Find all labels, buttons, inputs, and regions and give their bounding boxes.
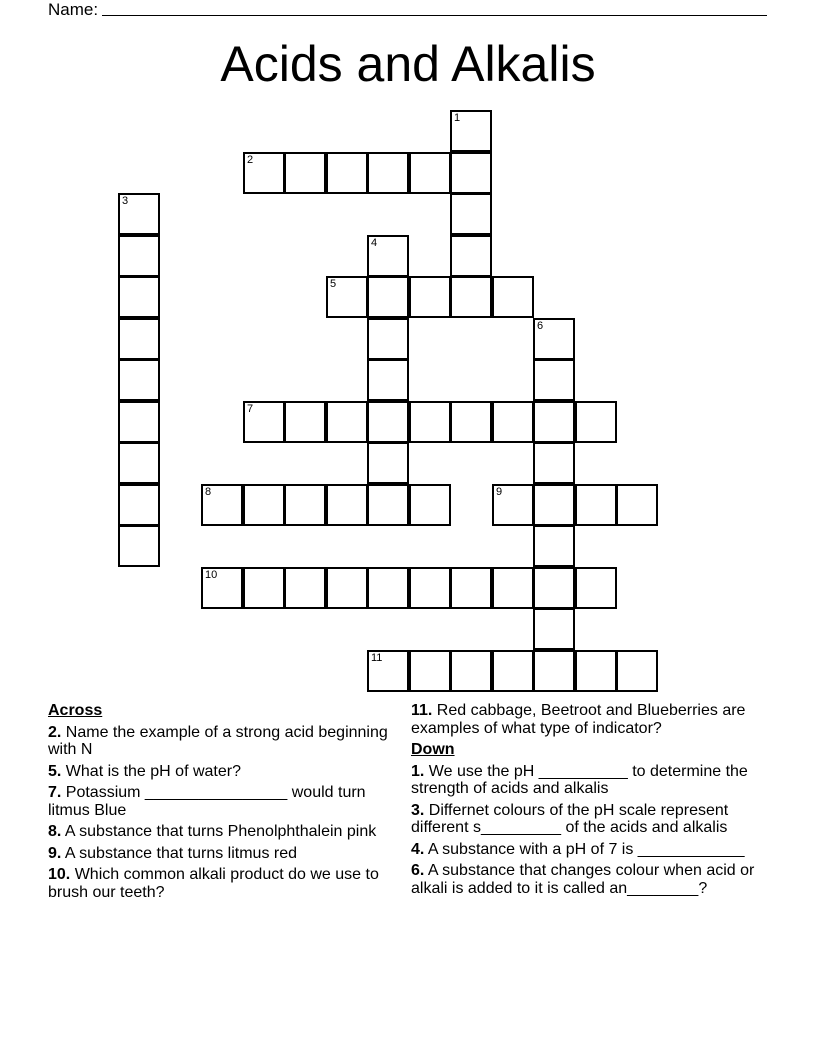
- crossword-cell[interactable]: [284, 152, 326, 194]
- cell-number: 6: [537, 320, 544, 332]
- crossword-cell[interactable]: [367, 484, 409, 526]
- crossword-cell[interactable]: [201, 567, 243, 609]
- crossword-cell[interactable]: [575, 484, 617, 526]
- clue-number: 9.: [48, 844, 62, 862]
- clue-item: [411, 862, 769, 897]
- name-label: Name:: [48, 0, 99, 19]
- cell-number: 1: [454, 112, 461, 124]
- clue-number: 10.: [48, 866, 71, 883]
- clues-right-column: [411, 702, 769, 901]
- crossword-cell[interactable]: [450, 193, 492, 235]
- crossword-cell[interactable]: [409, 152, 451, 194]
- crossword-cell[interactable]: [409, 650, 451, 692]
- crossword-cell[interactable]: [118, 359, 160, 401]
- crossword-cell[interactable]: [118, 318, 160, 360]
- clue-number: 8.: [48, 823, 62, 840]
- crossword-cell[interactable]: [492, 276, 534, 318]
- crossword-cell[interactable]: [492, 567, 534, 609]
- cell-number: 4: [371, 237, 378, 249]
- crossword-cell[interactable]: [492, 484, 534, 526]
- clue-item: [48, 823, 393, 841]
- across-heading: Across: [48, 702, 103, 719]
- cell-number: 5: [330, 278, 337, 290]
- crossword-cell[interactable]: [367, 401, 409, 443]
- crossword-cell[interactable]: [118, 484, 160, 526]
- crossword-cell[interactable]: [450, 152, 492, 194]
- crossword-cell[interactable]: [118, 193, 160, 235]
- crossword-cell[interactable]: [533, 525, 575, 567]
- clue-number: 5.: [48, 762, 62, 780]
- down-heading: Down: [411, 741, 455, 758]
- page-title: Acids and Alkalis: [220, 36, 596, 92]
- crossword-cell[interactable]: [367, 567, 409, 609]
- crossword-cell[interactable]: [326, 152, 368, 194]
- crossword-cell[interactable]: [243, 567, 285, 609]
- crossword-cell[interactable]: [326, 276, 368, 318]
- crossword-cell[interactable]: [243, 401, 285, 443]
- crossword-cell[interactable]: [284, 401, 326, 443]
- cell-number: 11: [371, 652, 383, 664]
- clue-item: [411, 802, 769, 837]
- crossword-cell[interactable]: [367, 318, 409, 360]
- clue-item: [48, 763, 393, 781]
- crossword-cell[interactable]: [409, 276, 451, 318]
- clue-text: A substance that turns Phenolphthalein pink: [61, 823, 377, 840]
- crossword-cell[interactable]: [284, 567, 326, 609]
- clue-item: [411, 841, 769, 859]
- crossword-cell[interactable]: [616, 484, 658, 526]
- crossword-cell[interactable]: [533, 359, 575, 401]
- crossword-cell[interactable]: [492, 650, 534, 692]
- crossword-cell[interactable]: [367, 442, 409, 484]
- clue-number: 6.: [411, 862, 425, 879]
- cell-number: 8: [205, 486, 212, 498]
- crossword-cell[interactable]: [409, 484, 451, 526]
- across-clue-list-continued: [411, 702, 769, 737]
- clue-text: Red cabbage, Beetroot and Blueberries are examples of what type of indicator?: [411, 702, 746, 737]
- crossword-cell[interactable]: [409, 567, 451, 609]
- crossword-cell[interactable]: [326, 567, 368, 609]
- clue-item: [411, 702, 769, 737]
- crossword-cell[interactable]: [326, 401, 368, 443]
- crossword-cell[interactable]: [118, 276, 160, 318]
- crossword-cell[interactable]: [118, 401, 160, 443]
- crossword-cell[interactable]: [118, 235, 160, 277]
- crossword-cell[interactable]: [450, 401, 492, 443]
- clues-left-column: [48, 702, 393, 905]
- clue-item: [48, 784, 393, 819]
- cell-number: 2: [247, 154, 254, 166]
- crossword-cell[interactable]: [326, 484, 368, 526]
- cell-number: 3: [122, 195, 129, 207]
- crossword-cell[interactable]: [450, 235, 492, 277]
- crossword-cell[interactable]: [492, 401, 534, 443]
- crossword-cell[interactable]: [201, 484, 243, 526]
- clue-number: 3.: [411, 801, 425, 819]
- cell-number: 10: [205, 569, 218, 581]
- crossword-cell[interactable]: [367, 235, 409, 277]
- across-clue-list: [48, 724, 393, 902]
- crossword-cell[interactable]: [409, 401, 451, 443]
- crossword-cell[interactable]: [533, 608, 575, 650]
- clue-number: 1.: [411, 762, 425, 780]
- crossword-cell[interactable]: [450, 650, 492, 692]
- clue-text: Differnet colours of the pH scale represent different s_________ of the acids and alkalis: [411, 801, 729, 836]
- clue-text: We use the pH __________ to determine the strength of acids and alkalis: [411, 762, 748, 797]
- crossword-cell[interactable]: [243, 484, 285, 526]
- crossword-cell[interactable]: [243, 152, 285, 194]
- crossword-cell[interactable]: [450, 110, 492, 152]
- crossword-cell[interactable]: [575, 650, 617, 692]
- clue-text: A substance that turns litmus red: [61, 844, 298, 862]
- crossword-cell[interactable]: [450, 276, 492, 318]
- crossword-cell[interactable]: [118, 442, 160, 484]
- clue-item: [48, 845, 393, 863]
- crossword-cell[interactable]: [575, 567, 617, 609]
- crossword-cell[interactable]: [367, 276, 409, 318]
- crossword-cell[interactable]: [533, 650, 575, 692]
- crossword-cell[interactable]: [118, 525, 160, 567]
- crossword-cell[interactable]: [367, 359, 409, 401]
- clue-number: 7.: [48, 784, 62, 801]
- cell-number: 9: [496, 486, 503, 498]
- clue-number: 2.: [48, 723, 62, 741]
- clue-number: 11.: [411, 702, 433, 719]
- crossword-cell[interactable]: [533, 401, 575, 443]
- crossword-cell[interactable]: [575, 401, 617, 443]
- crossword-cell[interactable]: [533, 484, 575, 526]
- clue-text: Potassium ________________ would turn litmus Blue: [48, 784, 366, 819]
- clue-number: 4.: [411, 840, 425, 858]
- crossword-cell[interactable]: [533, 442, 575, 484]
- cell-number: 7: [247, 403, 254, 415]
- crossword-cell[interactable]: [367, 650, 409, 692]
- crossword-cell[interactable]: [450, 567, 492, 609]
- clue-text: Which common alkali product do we use to brush our teeth?: [48, 866, 379, 901]
- clue-text: What is the pH of water?: [61, 762, 241, 780]
- clue-text: A substance that changes colour when acid or alkali is added to it is called an________?: [411, 862, 755, 897]
- clue-item: [411, 763, 769, 798]
- crossword-cell[interactable]: [284, 484, 326, 526]
- crossword-cell[interactable]: [367, 152, 409, 194]
- crossword-cell[interactable]: [533, 567, 575, 609]
- down-clue-list: [411, 763, 769, 898]
- clue-item: [48, 724, 393, 759]
- clue-text: A substance with a pH of 7 is ____________: [424, 840, 745, 858]
- clue-item: [48, 866, 393, 901]
- clue-text: Name the example of a strong acid beginning with N: [48, 723, 388, 758]
- crossword-cell[interactable]: [616, 650, 658, 692]
- crossword-cell[interactable]: [533, 318, 575, 360]
